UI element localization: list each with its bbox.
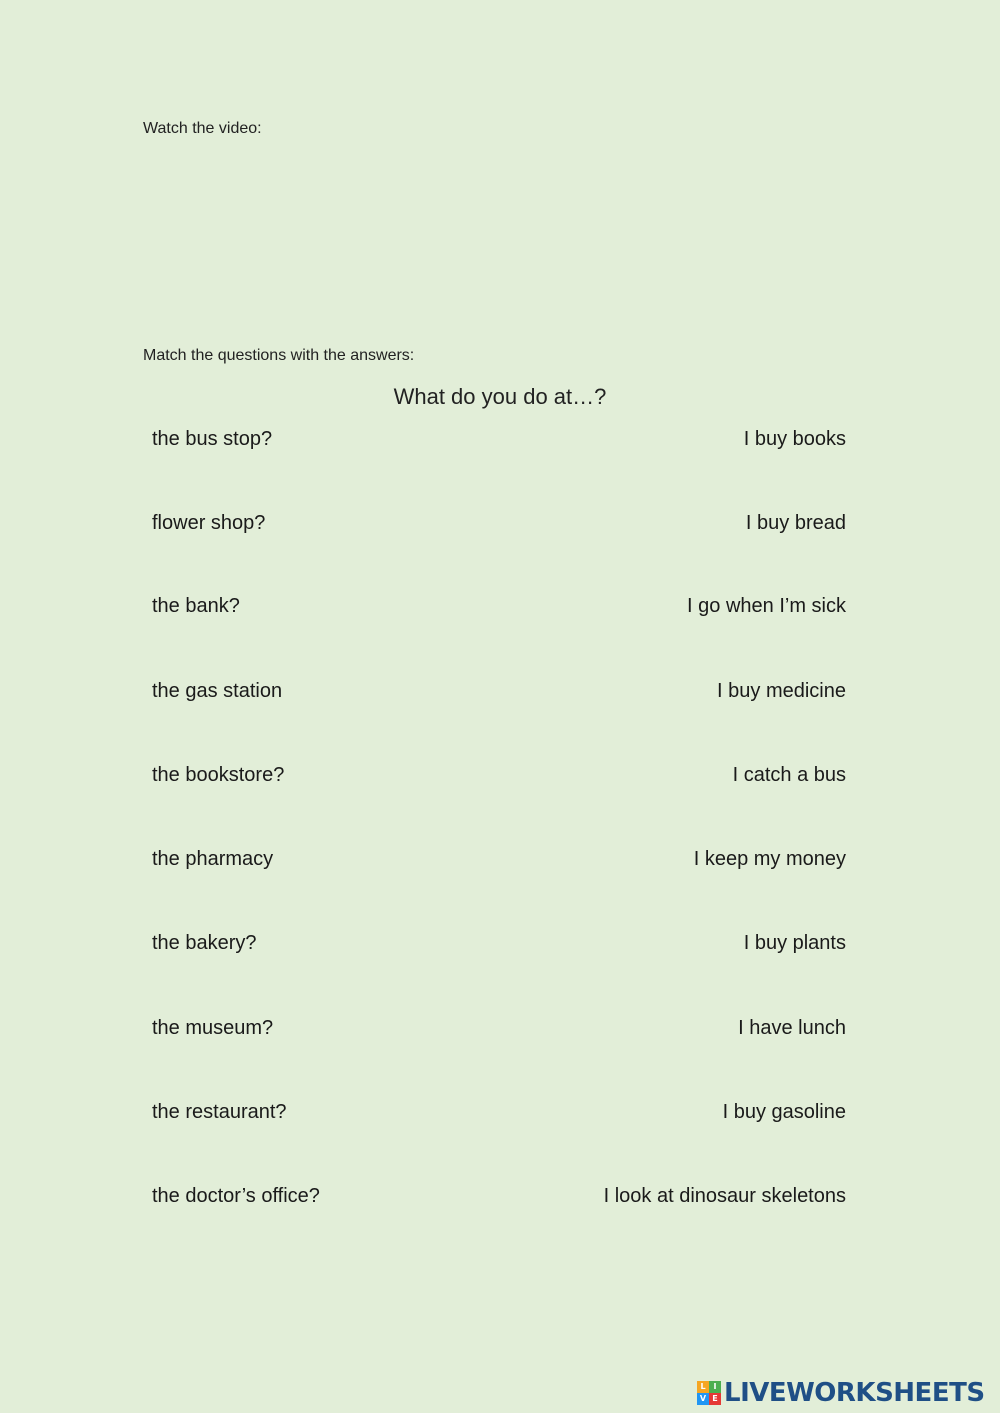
logo-badge-icon (697, 1381, 721, 1405)
question-item[interactable]: the gas station (152, 680, 283, 702)
question-item[interactable]: the restaurant? (152, 1101, 287, 1123)
row-5 (152, 764, 846, 794)
logo-badge-letter: L (697, 1381, 709, 1393)
answer-item[interactable]: I buy medicine (717, 680, 846, 702)
liveworksheets-logo (697, 1378, 985, 1408)
question-item[interactable]: the pharmacy (152, 848, 274, 870)
row-10 (152, 1185, 846, 1215)
answer-item[interactable]: I buy gasoline (722, 1101, 846, 1123)
question-item[interactable]: the bakery? (152, 932, 257, 954)
row-7 (152, 932, 846, 962)
question-item[interactable]: the bus stop? (152, 428, 273, 450)
row-8 (152, 1017, 846, 1047)
question-item[interactable]: flower shop? (152, 512, 266, 534)
row-2 (152, 512, 846, 542)
question-item[interactable]: the bookstore? (152, 764, 285, 786)
logo-badge-letter: E (709, 1393, 721, 1405)
logo-badge-letter: I (709, 1381, 721, 1393)
answer-item[interactable]: I buy bread (745, 512, 846, 534)
watch-video-instruction: Watch the video: (143, 120, 262, 137)
answer-item[interactable]: I have lunch (738, 1017, 846, 1039)
logo-text: LIVEWORKSHEETS (724, 1378, 985, 1408)
answer-item[interactable]: I look at dinosaur skeletons (603, 1185, 846, 1207)
row-4 (152, 680, 846, 710)
row-9 (152, 1101, 846, 1131)
row-1 (152, 428, 846, 458)
match-instruction: Match the questions with the answers: (143, 347, 415, 364)
question-item[interactable]: the bank? (152, 595, 240, 617)
row-6 (152, 848, 846, 878)
question-item[interactable]: the doctor’s office? (152, 1185, 320, 1207)
question-item[interactable]: the museum? (152, 1017, 274, 1039)
logo-badge-letter: V (697, 1393, 709, 1405)
answer-item[interactable]: I buy plants (743, 932, 846, 954)
answer-item[interactable]: I catch a bus (732, 764, 846, 786)
answer-item[interactable]: I keep my money (693, 848, 846, 870)
answer-item[interactable]: I buy books (743, 428, 846, 450)
exercise-heading: What do you do at…? (393, 384, 607, 409)
row-3 (152, 595, 846, 625)
answer-item[interactable]: I go when I’m sick (687, 595, 846, 617)
